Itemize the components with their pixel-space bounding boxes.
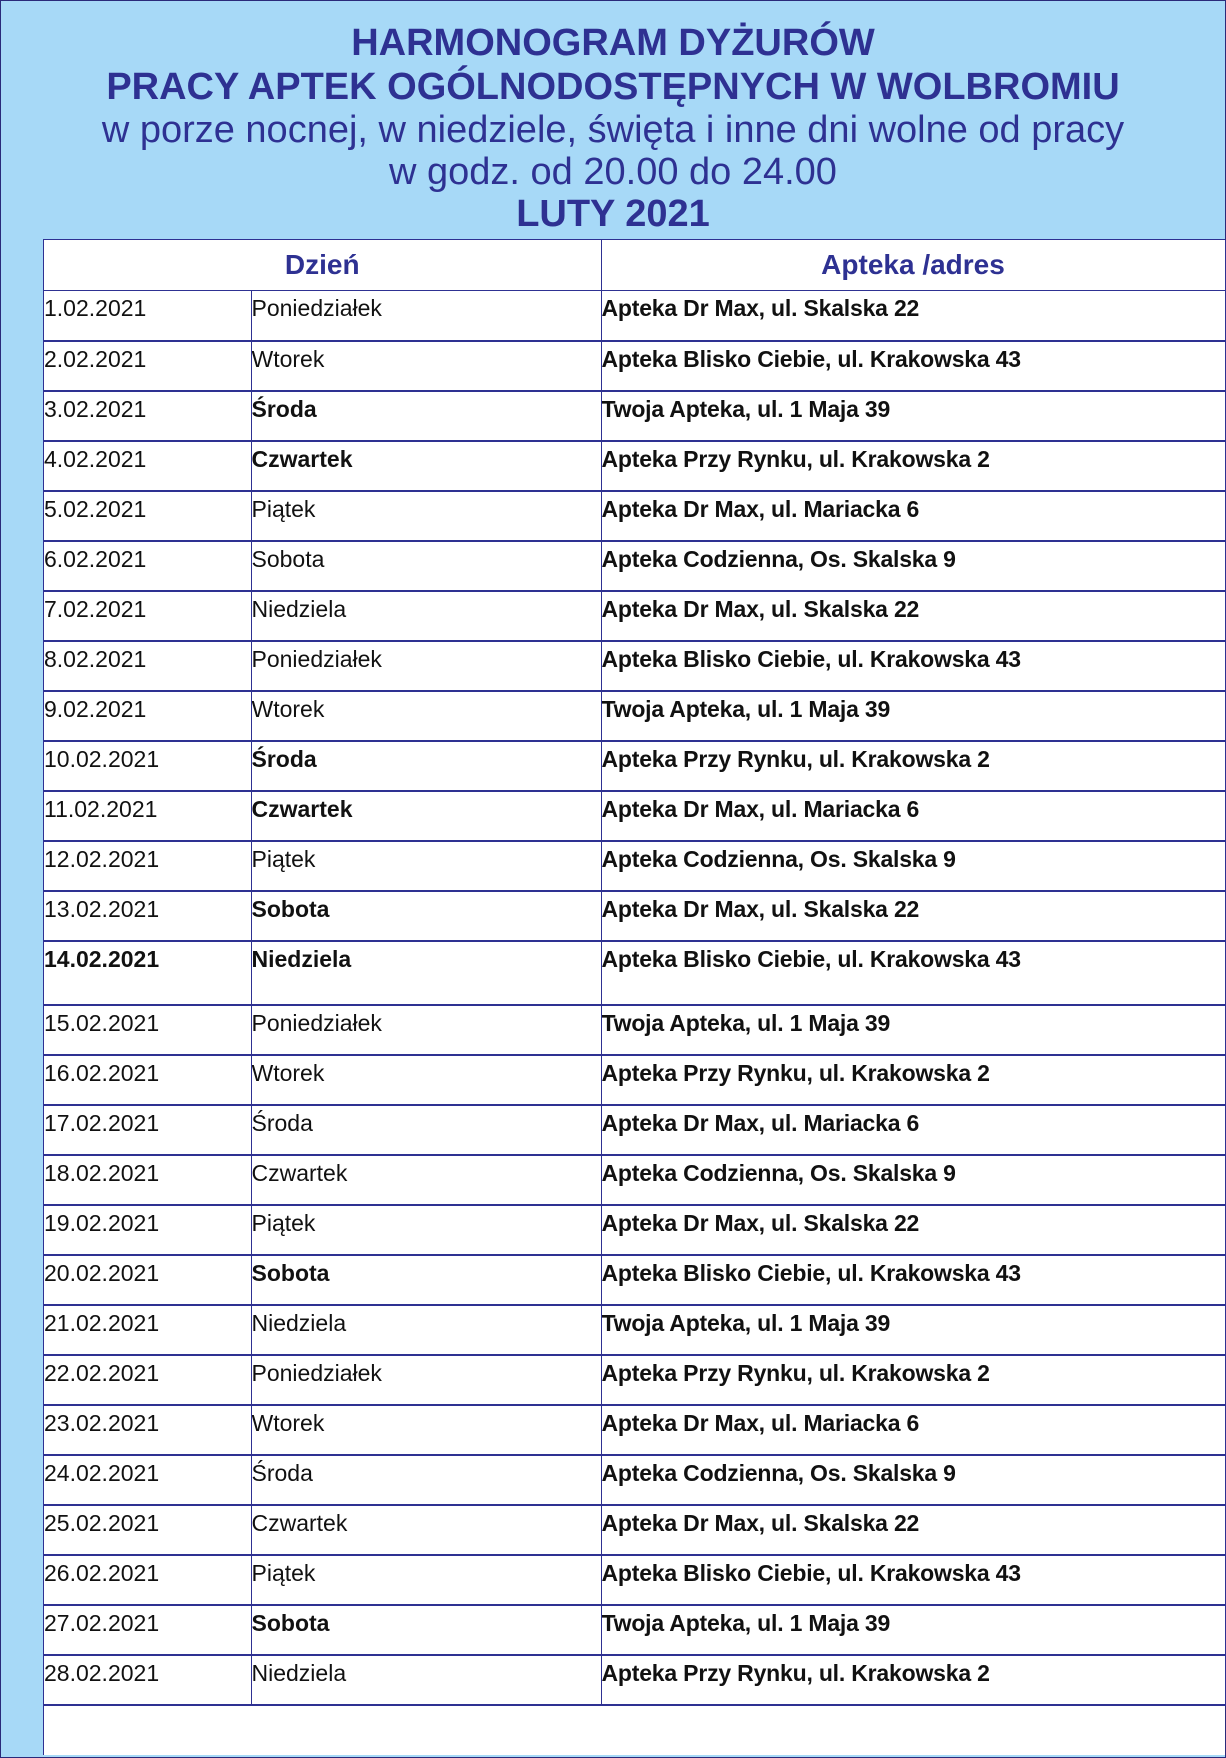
row-weekday: Sobota <box>251 541 601 591</box>
row-pharmacy: Apteka Dr Max, ul. Skalska 22 <box>601 1205 1225 1255</box>
row-date: 4.02.2021 <box>44 441 251 491</box>
row-date: 16.02.2021 <box>44 1055 251 1105</box>
table-row <box>44 441 1225 491</box>
row-pharmacy: Apteka Codzienna, Os. Skalska 9 <box>601 541 1225 591</box>
table-row <box>44 1455 1225 1505</box>
row-pharmacy: Apteka Dr Max, ul. Skalska 22 <box>601 891 1225 941</box>
row-weekday: Czwartek <box>251 1505 601 1555</box>
row-pharmacy: Apteka Przy Rynku, ul. Krakowska 2 <box>601 441 1225 491</box>
row-date: 17.02.2021 <box>44 1105 251 1155</box>
schedule-table-wrap <box>43 239 1225 1755</box>
row-date: 21.02.2021 <box>44 1305 251 1355</box>
row-weekday: Poniedziałek <box>251 641 601 691</box>
row-date: 15.02.2021 <box>44 1005 251 1055</box>
row-date: 5.02.2021 <box>44 491 251 541</box>
row-pharmacy: Apteka Codzienna, Os. Skalska 9 <box>601 1455 1225 1505</box>
row-weekday: Czwartek <box>251 1155 601 1205</box>
row-weekday: Piątek <box>251 1555 601 1605</box>
row-weekday: Poniedziałek <box>251 1355 601 1405</box>
table-row <box>44 291 1225 341</box>
row-weekday: Wtorek <box>251 691 601 741</box>
table-row <box>44 541 1225 591</box>
row-pharmacy: Apteka Dr Max, ul. Skalska 22 <box>601 1505 1225 1555</box>
poster-header <box>1 21 1225 235</box>
row-weekday: Niedziela <box>251 941 601 1005</box>
row-pharmacy: Apteka Przy Rynku, ul. Krakowska 2 <box>601 1355 1225 1405</box>
row-date: 10.02.2021 <box>44 741 251 791</box>
table-row <box>44 1405 1225 1455</box>
table-row <box>44 1355 1225 1405</box>
row-date: 14.02.2021 <box>44 941 251 1005</box>
row-weekday: Wtorek <box>251 1405 601 1455</box>
row-date: 20.02.2021 <box>44 1255 251 1305</box>
table-row <box>44 1105 1225 1155</box>
row-date: 27.02.2021 <box>44 1605 251 1655</box>
table-row <box>44 591 1225 641</box>
row-date: 1.02.2021 <box>44 291 251 341</box>
row-date: 22.02.2021 <box>44 1355 251 1405</box>
row-weekday: Wtorek <box>251 341 601 391</box>
row-weekday: Poniedziałek <box>251 1005 601 1055</box>
row-weekday: Sobota <box>251 1255 601 1305</box>
row-date: 23.02.2021 <box>44 1405 251 1455</box>
row-weekday: Piątek <box>251 1205 601 1255</box>
title-line-1: HARMONOGRAM DYŻURÓW <box>351 22 875 64</box>
row-date: 6.02.2021 <box>44 541 251 591</box>
row-date: 9.02.2021 <box>44 691 251 741</box>
row-weekday: Sobota <box>251 1605 601 1655</box>
title-line-2: PRACY APTEK OGÓLNODOSTĘPNYCH W WOLBROMIU <box>106 66 1120 108</box>
table-row <box>44 891 1225 941</box>
table-row <box>44 1155 1225 1205</box>
table-body <box>44 291 1225 1705</box>
row-date: 25.02.2021 <box>44 1505 251 1555</box>
row-pharmacy: Apteka Codzienna, Os. Skalska 9 <box>601 841 1225 891</box>
table-row <box>44 1605 1225 1655</box>
table-row <box>44 691 1225 741</box>
row-date: 19.02.2021 <box>44 1205 251 1255</box>
row-weekday: Niedziela <box>251 1655 601 1705</box>
table-row <box>44 1305 1225 1355</box>
row-weekday: Środa <box>251 1105 601 1155</box>
row-pharmacy: Apteka Dr Max, ul. Skalska 22 <box>601 291 1225 341</box>
row-weekday: Piątek <box>251 841 601 891</box>
column-header-pharmacy: Apteka /adres <box>601 240 1225 291</box>
row-date: 13.02.2021 <box>44 891 251 941</box>
row-pharmacy: Twoja Apteka, ul. 1 Maja 39 <box>601 691 1225 741</box>
table-row <box>44 941 1225 1005</box>
row-date: 28.02.2021 <box>44 1655 251 1705</box>
row-date: 7.02.2021 <box>44 591 251 641</box>
table-row <box>44 641 1225 691</box>
row-weekday: Wtorek <box>251 1055 601 1105</box>
table-row <box>44 1555 1225 1605</box>
row-pharmacy: Apteka Dr Max, ul. Mariacka 6 <box>601 791 1225 841</box>
table-row <box>44 1655 1225 1705</box>
row-pharmacy: Twoja Apteka, ul. 1 Maja 39 <box>601 1005 1225 1055</box>
table-row <box>44 491 1225 541</box>
row-pharmacy: Apteka Blisko Ciebie, ul. Krakowska 43 <box>601 1555 1225 1605</box>
table-row <box>44 841 1225 891</box>
table-header-row <box>44 240 1225 291</box>
table-row <box>44 1055 1225 1105</box>
month-title: LUTY 2021 <box>516 193 710 235</box>
row-pharmacy: Twoja Apteka, ul. 1 Maja 39 <box>601 391 1225 441</box>
row-date: 24.02.2021 <box>44 1455 251 1505</box>
row-date: 26.02.2021 <box>44 1555 251 1605</box>
row-date: 3.02.2021 <box>44 391 251 441</box>
table-row <box>44 1005 1225 1055</box>
row-weekday: Sobota <box>251 891 601 941</box>
row-weekday: Czwartek <box>251 791 601 841</box>
row-pharmacy: Apteka Blisko Ciebie, ul. Krakowska 43 <box>601 341 1225 391</box>
row-pharmacy: Apteka Blisko Ciebie, ul. Krakowska 43 <box>601 1255 1225 1305</box>
row-pharmacy: Apteka Przy Rynku, ul. Krakowska 2 <box>601 1055 1225 1105</box>
row-pharmacy: Apteka Przy Rynku, ul. Krakowska 2 <box>601 1655 1225 1705</box>
row-weekday: Niedziela <box>251 591 601 641</box>
table-row <box>44 1255 1225 1305</box>
row-pharmacy: Apteka Dr Max, ul. Mariacka 6 <box>601 1405 1225 1455</box>
row-date: 8.02.2021 <box>44 641 251 691</box>
row-weekday: Poniedziałek <box>251 291 601 341</box>
subtitle-line-1: w porze nocnej, w niedziele, święta i inne dni wolne od pracy <box>101 109 1125 151</box>
table-row <box>44 791 1225 841</box>
row-weekday: Środa <box>251 391 601 441</box>
row-weekday: Niedziela <box>251 1305 601 1355</box>
schedule-table <box>44 240 1226 1706</box>
row-date: 2.02.2021 <box>44 341 251 391</box>
table-row <box>44 391 1225 441</box>
row-pharmacy: Apteka Dr Max, ul. Mariacka 6 <box>601 491 1225 541</box>
row-pharmacy: Apteka Blisko Ciebie, ul. Krakowska 43 <box>601 641 1225 691</box>
row-pharmacy: Twoja Apteka, ul. 1 Maja 39 <box>601 1605 1225 1655</box>
row-date: 18.02.2021 <box>44 1155 251 1205</box>
row-weekday: Środa <box>251 1455 601 1505</box>
table-row <box>44 1505 1225 1555</box>
table-row <box>44 341 1225 391</box>
row-pharmacy: Apteka Przy Rynku, ul. Krakowska 2 <box>601 741 1225 791</box>
row-weekday: Czwartek <box>251 441 601 491</box>
column-header-day: Dzień <box>44 240 601 291</box>
row-pharmacy: Apteka Blisko Ciebie, ul. Krakowska 43 <box>601 941 1225 1005</box>
row-pharmacy: Apteka Dr Max, ul. Skalska 22 <box>601 591 1225 641</box>
row-weekday: Środa <box>251 741 601 791</box>
row-weekday: Piątek <box>251 491 601 541</box>
row-pharmacy: Twoja Apteka, ul. 1 Maja 39 <box>601 1305 1225 1355</box>
row-date: 12.02.2021 <box>44 841 251 891</box>
table-row <box>44 741 1225 791</box>
row-date: 11.02.2021 <box>44 791 251 841</box>
subtitle-line-2: w godz. od 20.00 do 24.00 <box>389 151 837 193</box>
row-pharmacy: Apteka Codzienna, Os. Skalska 9 <box>601 1155 1225 1205</box>
table-row <box>44 1205 1225 1255</box>
row-pharmacy: Apteka Dr Max, ul. Mariacka 6 <box>601 1105 1225 1155</box>
